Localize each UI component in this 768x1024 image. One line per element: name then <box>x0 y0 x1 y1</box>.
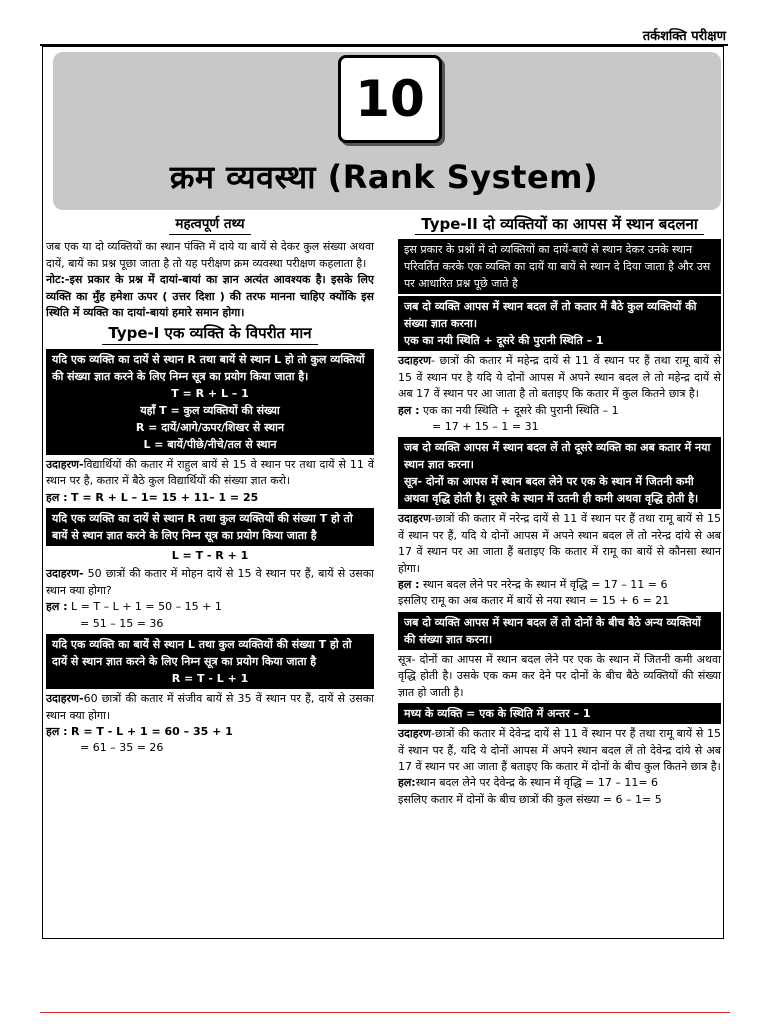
formula-box-total-text: जब दो व्यक्ति आपस में स्थान बदल लें तो कतार में बैठे कुल व्यक्तियों की संख्या ज्ञात करना। <box>404 300 697 331</box>
solution-r3-result: इसलिए कतार में दोनों के बीच छात्रों की कुल संख्या = 6 – 1= 5 <box>398 792 662 806</box>
solution-3: हल : R = T - L + 1 = 60 – 35 + 1 <box>46 724 233 738</box>
formula-box-1-text: यदि एक व्यक्ति का दायें से स्थान R तथा बायें से स्थान L हो तो कुल व्यक्तियों की संख्या ज्ञात करने के लिए निम्न सूत्र का प्रयोग किया जाता है। <box>52 352 365 383</box>
between-rule: सूत्र- दोनों का आपस में स्थान बदल लेने पर एक के स्थान में जितनी कमी अथवा वृद्धि होती है। उसके एक कम कर देने पर दोनों के बीच बैठे व्यक्तियों की संख्या ज्ञात हो जाती है। <box>398 652 721 699</box>
formula-right-position: R = T - L + 1 <box>171 672 249 686</box>
formula-box-new-position <box>398 437 721 509</box>
formula-box-3 <box>46 634 374 689</box>
formula-box-1 <box>46 349 374 455</box>
formula-def-l: L = बायें/पीछे/नीचे/तल से स्थान <box>143 437 277 451</box>
chapter-number: 10 <box>338 55 442 143</box>
solution-r1-result: = 17 + 15 – 1 = 31 <box>432 420 539 434</box>
type2-heading: Type-II दो व्यक्तियों का आपस में स्थान बदलना <box>398 216 721 235</box>
solution-3-result: = 61 – 35 = 26 <box>80 741 164 755</box>
formula-box-between: जब दो व्यक्ति आपस में स्थान बदल लें तो दोनों के बीच बैठे अन्य व्यक्तियों की संख्या ज्ञात करना। <box>398 612 721 650</box>
formula-between: मध्य के व्यक्ति = एक के स्थिति में अन्तर – 1 <box>398 703 721 724</box>
formula-box-total <box>398 296 721 351</box>
formula-box-2: यदि एक व्यक्ति का दायें से स्थान R तथा कुल व्यक्तियों की संख्या T हो तो बायें से स्थान ज्ञात करने के लिए निम्न सूत्र का प्रयोग किया जाता है <box>46 508 374 546</box>
example-r1: उदाहरण- छात्रों की कतार में महेन्द्र दायें से 11 वें स्थान पर हैं तथा रामू बायें से 15 वें स्थान पर है यदि ये दोनों आपस में अपने स्थान बदल ले तो महेन्द्र दायें से अब 17 वें स्थान पर आ जाता है तो बताइए कि कतार में कुल कितने छात्र है। <box>398 354 721 401</box>
right-column <box>398 216 721 808</box>
type1-heading: Type-I एक व्यक्ति के विपरीत मान <box>46 325 374 344</box>
type2-intro-box: इस प्रकार के प्रश्नों में दो व्यक्तियों का दायें-बायें से स्थान देकर उनके स्थान परिवर्तित करके एक व्यक्ति का दायें या बायें से स्थान दे दिया जाता है और उस पर आधारित प्रश्न पूछे जाते है <box>398 239 721 294</box>
formula-left-position: L = T - R + 1 <box>171 549 249 563</box>
example-3: उदाहरण-60 छात्रों की कतार में संजीव बायें से 35 वें स्थान पर हैं, दायें से उसका स्थान क्या होगा। <box>46 692 374 722</box>
intro-paragraph: जब एक या दो व्यक्तियों का स्थान पंक्ति में दाये या बायें से देकर कुल संख्या अथवा दायें, बायें का प्रश्न पूछा जाता है तो यह परीक्षण क्रम व्यवस्था परीक्षण कहलाता है। <box>46 240 374 270</box>
facts-heading: महत्वपूर्ण तथ्य <box>46 216 374 235</box>
solution-r2-result: इसलिए रामू का अब कतार में बायें से नया स्थान = 15 + 6 = 21 <box>398 594 670 608</box>
note-paragraph: नोट:-इस प्रकार के प्रश्न में दायां-बायां का ज्ञान अत्यंत आवश्यक है। इसके लिए व्यक्ति का मुँह हमेशा ऊपर ( उत्तर दिशा ) की तरफ मानना चाहिए क्योंकि इस स्थिति में व्यक्ति का दायां-बायां हमारे समान होगा। <box>46 273 374 320</box>
formula-total: T = R + L – 1 <box>171 386 249 400</box>
book-title: तर्कशक्ति परीक्षण <box>642 29 726 44</box>
formula-def-r: R = दायें/आगे/ऊपर/शिखर से स्थान <box>135 420 285 434</box>
formula-box-3-text: यदि एक व्यक्ति का बायें से स्थान L तथा कुल व्यक्तियों की संख्या T हो तो दायें से स्थान ज्ञात करने के लिए निम्न सूत्र का प्रयोग किया जाता है <box>52 638 352 669</box>
chapter-title: क्रम व्यवस्था (Rank System) <box>169 158 599 196</box>
formula-box-new-position-text: जब दो व्यक्ति आपस में स्थान बदल लें तो दूसरे व्यक्ति का अब कतार में नया स्थान ज्ञात करना। <box>404 441 711 472</box>
formula-box-new-position-rule: सूत्र- दोनों का आपस में स्थान बदल लेने पर एक के स्थान में जितनी कमी अथवा वृद्धि होती है। दूसरे के स्थान में उतनी ही कमी अथवा वृद्धि होती है। <box>404 475 699 506</box>
solution-2-result: = 51 – 15 = 36 <box>80 616 164 630</box>
footer-rule <box>40 1012 730 1013</box>
solution-2: हल : L = T – L + 1 = 50 – 15 + 1 <box>46 600 222 614</box>
solution-r1: हल : एक का नयी स्थिति + दूसरे की पुरानी स्थिति – 1 <box>398 403 619 417</box>
formula-def-t: यहाँ T = कुल व्यक्तियों की संख्या <box>140 403 280 417</box>
example-r3: उदाहरण-छात्रों की कतार में देवेन्द्र दायें से 11 वें स्थान पर हैं तथा रामू बायें से 15 वें स्थान पर हैं, यदि ये दोनों आपस में अपने स्थान बदल लें तो देवेन्द्र दांये से अब 17 वें स्थान पर आ जाता हैं बताइए कि कतार में दोनों के बीच कुल कितने छात्र है। <box>398 727 721 773</box>
left-column <box>46 216 374 757</box>
solution-1: हल : T = R + L – 1= 15 + 11– 1 = 25 <box>46 490 259 504</box>
solution-r2: हल : स्थान बदल लेने पर नरेन्द्र के स्थान में वृद्धि = 17 – 11 = 6 <box>398 578 668 592</box>
solution-r3: हल:स्थान बदल लेने पर देवेन्द्र के स्थान में वृद्धि = 17 – 11= 6 <box>398 776 659 790</box>
example-1: उदाहरण-विद्यार्थियों की कतार में राहुल बायें से 15 वे स्थान पर तथा दायें से 11 वें स्थान पर है, कतार में बैठे कुल विद्यार्थियों की संख्या ज्ञात करो। <box>46 457 374 488</box>
formula-box-total-formula: एक का नयी स्थिति + दूसरे की पुरानी स्थिति – 1 <box>404 334 604 348</box>
example-2: उदाहरण- 50 छात्रों की कतार में मोहन दायें से 15 वे स्थान पर हैं, बायें से उसका स्थान क्या होगा? <box>46 567 374 597</box>
example-r2: उदाहरण-छात्रों की कतार में नरेन्द्र दायें से 11 वें स्थान पर हैं तथा रामू बायें से 15 वें स्थान पर हैं, यदि ये दोनों आपस में अपने स्थान बदल लें तो नरेन्द्र दांये से अब 17 वें स्थान पर आ जाता हैं बताइए कि कतार में रामू का बायें से कौनसा स्थान होगा। <box>398 512 721 575</box>
